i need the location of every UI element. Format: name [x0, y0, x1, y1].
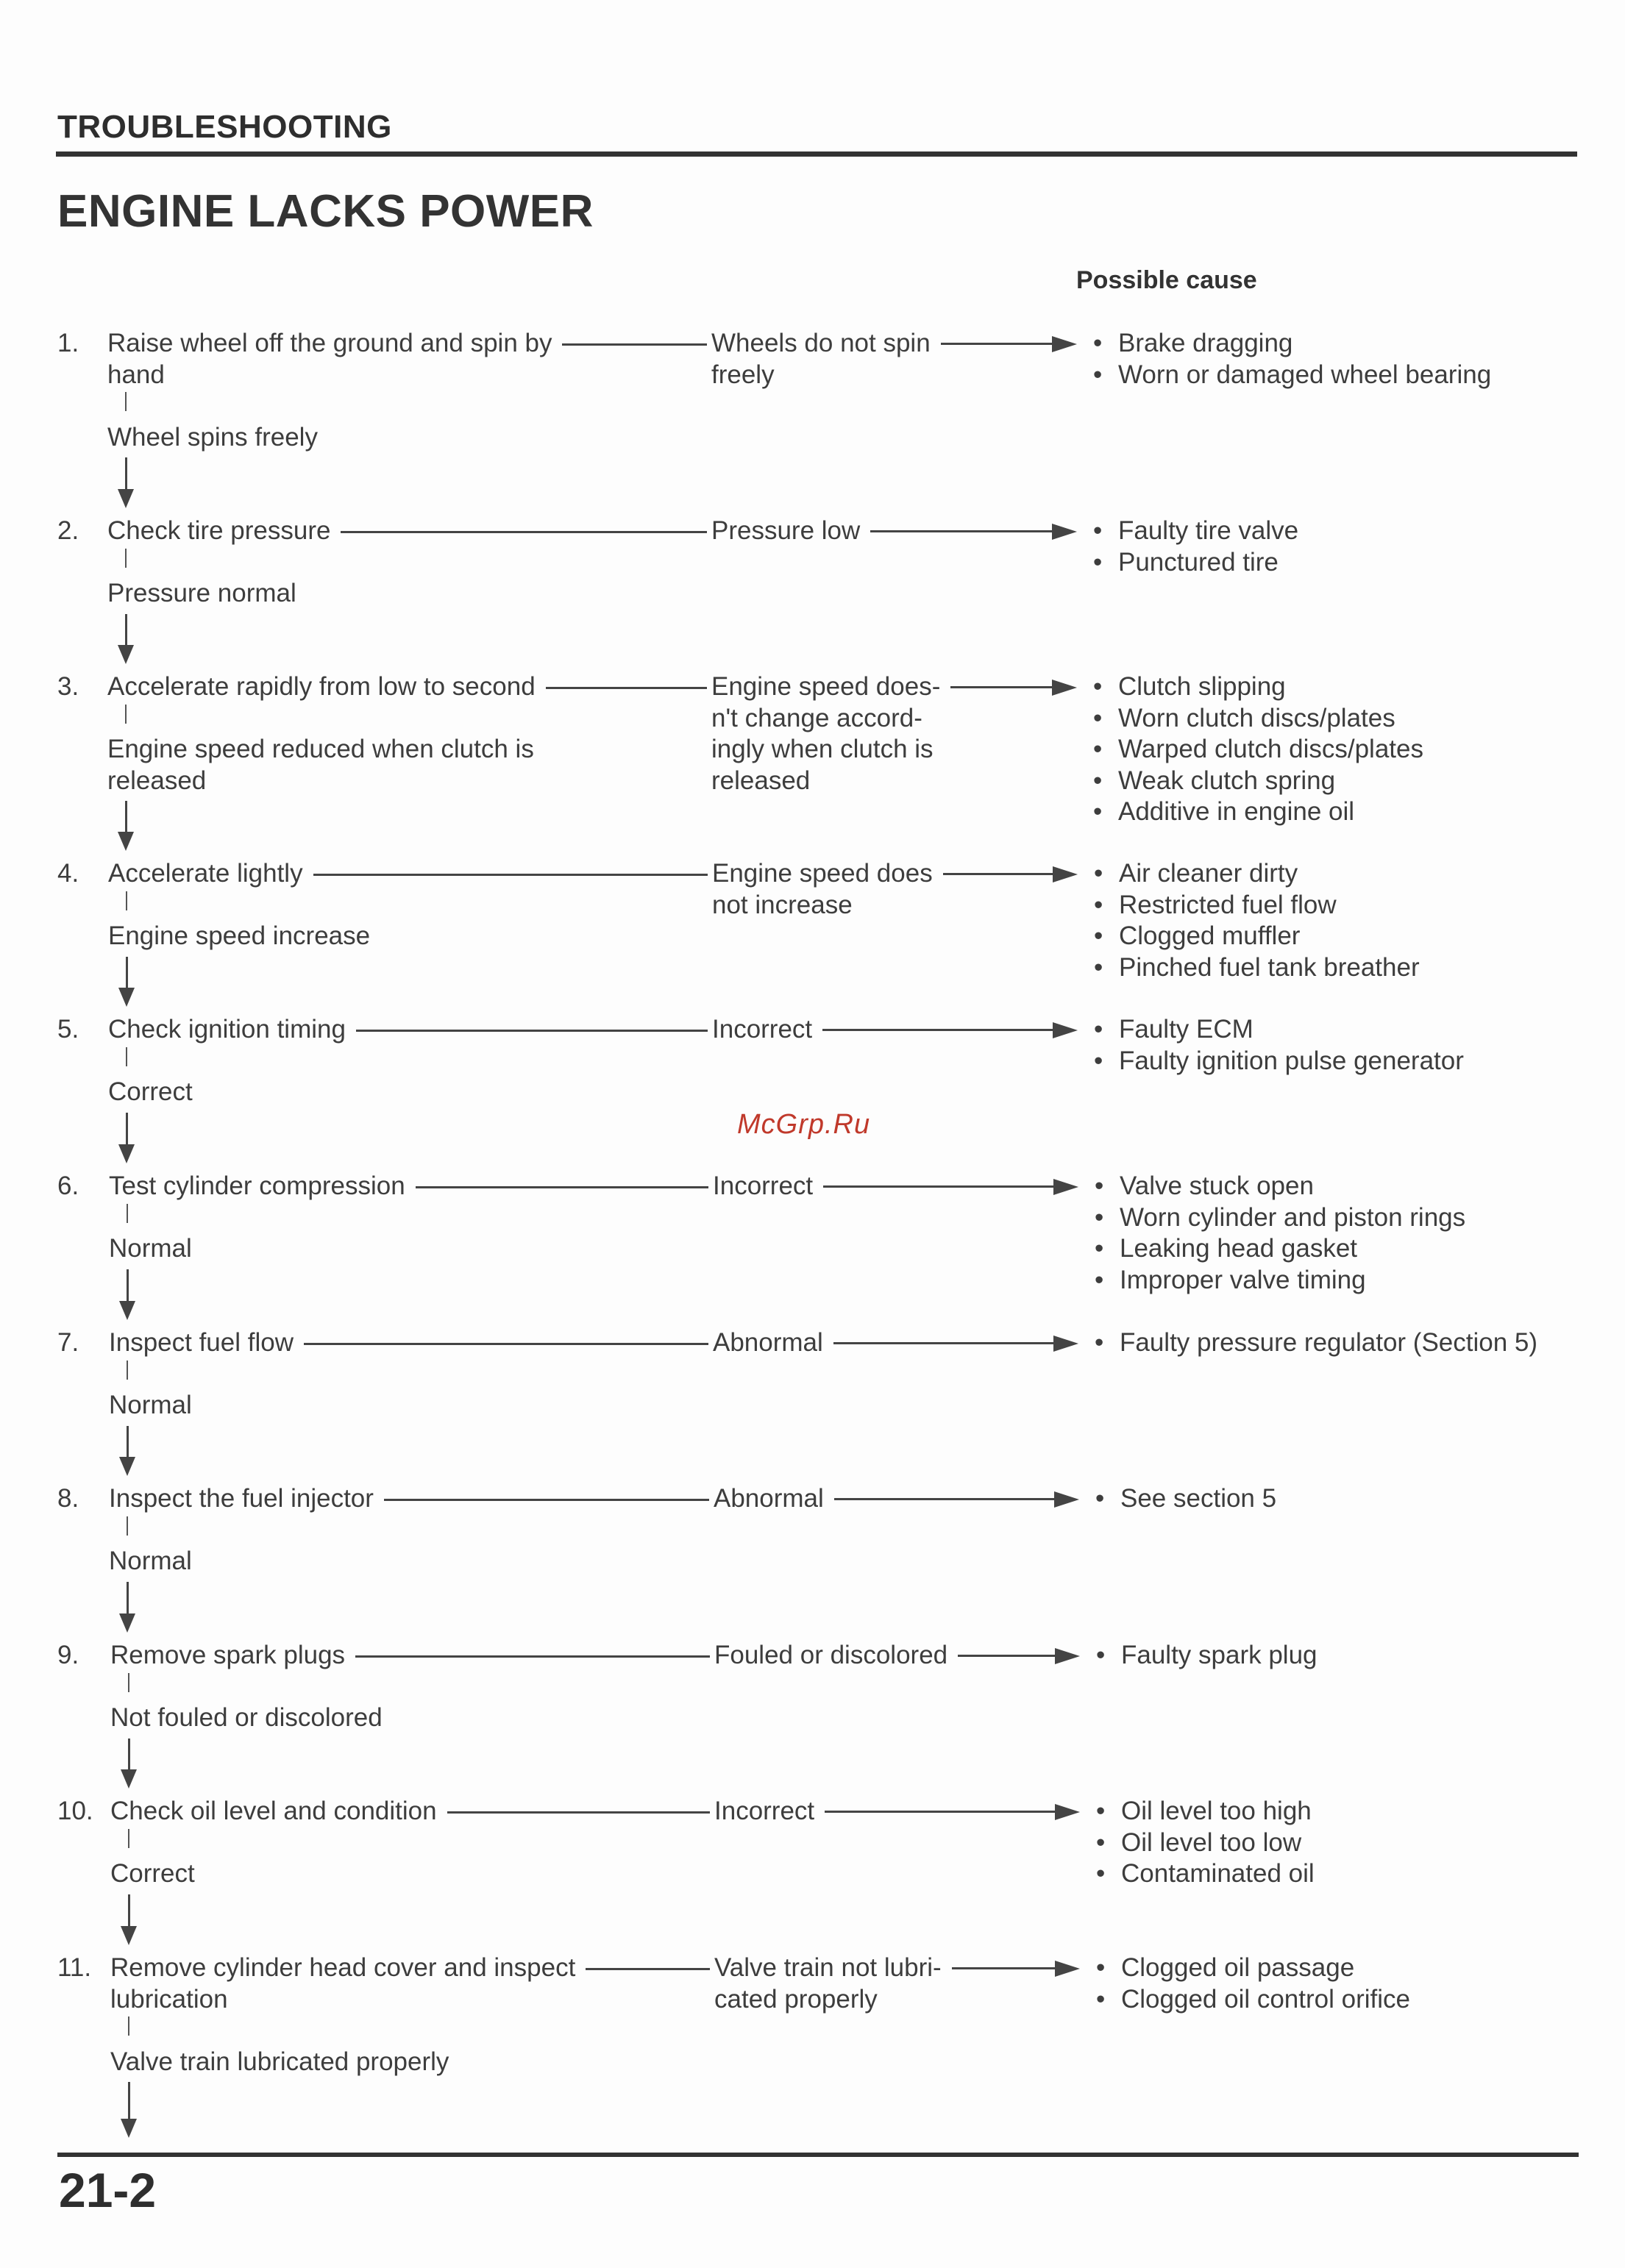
step-action: Accelerate rapidly from low to second: [107, 672, 536, 701]
down-arrow-icon: [120, 1894, 138, 1946]
watermark: McGrp.Ru: [737, 1109, 871, 1140]
bullet-icon: •: [1094, 1015, 1103, 1044]
right-arrow-icon: [941, 336, 1077, 352]
right-arrow-icon: [833, 1336, 1078, 1352]
cause-text: Faulty ignition pulse generator: [1119, 1046, 1464, 1075]
bullet-icon: •: [1096, 1827, 1106, 1857]
right-arrow-icon: [834, 1491, 1079, 1508]
action-connector-line: [304, 1343, 708, 1345]
step-action: Check oil level and condition: [110, 1797, 437, 1825]
bullet-icon: •: [1096, 1641, 1106, 1669]
ok-result: Engine speed increase: [108, 921, 371, 950]
step-number: 10.: [57, 1797, 93, 1825]
bullet-icon: •: [1095, 1265, 1104, 1294]
possible-causes-list: [1091, 858, 1420, 983]
step-action: Test cylinder compression: [109, 1172, 405, 1200]
down-arrow-icon: [118, 1113, 135, 1164]
bullet-icon: •: [1093, 547, 1103, 577]
step-action: Check ignition timing: [108, 1015, 346, 1044]
cause-text: Faulty spark plug: [1121, 1641, 1318, 1669]
page-title: ENGINE LACKS POWER: [57, 186, 594, 237]
bullet-icon: •: [1095, 1328, 1104, 1357]
step-number: 4.: [57, 859, 79, 888]
bullet-icon: •: [1093, 329, 1103, 357]
flow-tick: [125, 549, 127, 568]
step-action: Remove spark plugs: [110, 1641, 346, 1669]
cause-item: [1091, 858, 1420, 890]
step-action: hand: [107, 360, 165, 389]
cause-text: Contaminated oil: [1121, 1859, 1315, 1888]
flow-tick: [127, 1204, 128, 1223]
cause-item: [1092, 1171, 1465, 1202]
cause-text: Valve stuck open: [1120, 1172, 1314, 1200]
possible-cause-heading: Possible cause: [1076, 266, 1257, 294]
ok-result: Engine speed reduced when clutch is: [107, 735, 534, 763]
cause-item: [1093, 1640, 1318, 1672]
down-arrow-icon: [117, 457, 135, 508]
cause-text: Improper valve timing: [1120, 1265, 1366, 1294]
cause-text: Punctured tire: [1118, 547, 1279, 577]
cause-item: [1093, 1984, 1410, 2016]
cause-text: Leaking head gasket: [1120, 1234, 1358, 1263]
down-arrow-icon: [118, 957, 135, 1008]
step-action: Raise wheel off the ground and spin by: [107, 329, 552, 357]
step-number: 1.: [57, 329, 79, 357]
fail-result: Incorrect: [713, 1172, 814, 1200]
step-number: 2.: [57, 516, 79, 545]
ok-result: released: [107, 766, 207, 795]
cause-item: [1092, 1327, 1537, 1359]
possible-causes-list: [1093, 1796, 1315, 1890]
cause-item: [1091, 890, 1420, 921]
action-connector-line: [562, 343, 707, 346]
fail-result: Fouled or discolored: [714, 1641, 948, 1669]
down-arrow-icon: [117, 614, 135, 665]
action-connector-line: [546, 687, 707, 689]
cause-item: [1090, 671, 1423, 703]
ok-result: Normal: [109, 1391, 192, 1419]
bullet-icon: •: [1094, 859, 1103, 888]
cause-text: Clogged oil control orifice: [1121, 1984, 1410, 2014]
right-arrow-icon: [952, 1961, 1080, 1977]
flow-tick: [128, 2016, 129, 2036]
bullet-icon: •: [1094, 952, 1103, 982]
fail-result: Abnormal: [713, 1328, 823, 1357]
cause-item: [1090, 547, 1298, 579]
cause-text: Restricted fuel flow: [1119, 890, 1337, 919]
ok-result: Valve train lubricated properly: [110, 2047, 449, 2076]
bullet-icon: •: [1093, 766, 1103, 795]
right-arrow-icon: [823, 1179, 1078, 1195]
cause-item: [1092, 1483, 1276, 1515]
cause-text: Brake dragging: [1118, 329, 1293, 357]
cause-text: Worn cylinder and piston rings: [1120, 1202, 1466, 1232]
fail-result: n't change accord-: [711, 703, 922, 732]
step-number: 6.: [57, 1172, 79, 1200]
bullet-icon: •: [1093, 735, 1103, 763]
right-arrow-icon: [822, 1022, 1078, 1038]
right-arrow-icon: [950, 680, 1077, 696]
down-arrow-icon: [120, 1739, 138, 1789]
fail-result: Incorrect: [714, 1797, 815, 1825]
page-number: 21-2: [59, 2163, 157, 2217]
possible-causes-list: [1092, 1171, 1465, 1296]
bullet-icon: •: [1093, 797, 1103, 826]
cause-text: Weak clutch spring: [1118, 766, 1336, 795]
right-arrow-icon: [958, 1648, 1080, 1664]
cause-item: [1090, 796, 1423, 828]
bullet-icon: •: [1094, 1046, 1103, 1075]
fail-result: not increase: [712, 890, 853, 919]
bullet-icon: •: [1094, 921, 1103, 950]
fail-result: released: [711, 766, 811, 795]
right-arrow-icon: [870, 524, 1077, 540]
down-arrow-icon: [118, 1582, 136, 1633]
fail-result: Engine speed does: [712, 859, 933, 888]
header-rule: [56, 151, 1577, 157]
right-arrow-icon: [825, 1804, 1080, 1820]
cause-text: Air cleaner dirty: [1119, 859, 1298, 888]
cause-text: Worn clutch discs/plates: [1118, 703, 1395, 732]
cause-item: [1090, 734, 1423, 766]
step-number: 7.: [57, 1328, 79, 1357]
step-number: 11.: [57, 1953, 92, 1982]
step-action: lubrication: [110, 1984, 228, 2014]
step-number: 8.: [57, 1484, 79, 1513]
bullet-icon: •: [1095, 1484, 1105, 1513]
cause-item: [1090, 360, 1491, 391]
possible-causes-list: [1093, 1640, 1318, 1672]
bullet-icon: •: [1095, 1234, 1104, 1263]
action-connector-line: [355, 1655, 710, 1658]
cause-item: [1090, 703, 1423, 735]
ok-result: Not fouled or discolored: [110, 1703, 383, 1732]
cause-item: [1091, 921, 1420, 952]
cause-text: Faulty pressure regulator (Section 5): [1120, 1328, 1538, 1357]
possible-causes-list: [1092, 1327, 1537, 1359]
right-arrow-icon: [943, 866, 1078, 882]
cause-item: [1093, 1827, 1315, 1859]
cause-item: [1091, 952, 1420, 984]
cause-item: [1090, 516, 1298, 547]
possible-causes-list: [1090, 328, 1491, 391]
cause-text: See section 5: [1120, 1484, 1277, 1513]
cause-text: Worn or damaged wheel bearing: [1118, 360, 1492, 389]
flow-tick: [126, 891, 127, 910]
cause-text: Warped clutch discs/plates: [1118, 735, 1423, 763]
cause-item: [1091, 1014, 1464, 1046]
fail-result: Incorrect: [712, 1015, 813, 1044]
bullet-icon: •: [1093, 516, 1103, 545]
cause-text: Clogged oil passage: [1121, 1953, 1355, 1982]
flow-tick: [128, 1829, 129, 1848]
action-connector-line: [384, 1499, 709, 1501]
possible-causes-list: [1091, 1014, 1464, 1077]
cause-item: [1090, 766, 1423, 797]
possible-causes-list: [1092, 1483, 1276, 1515]
ok-result: Pressure normal: [107, 579, 296, 607]
cause-text: Oil level too low: [1121, 1827, 1302, 1857]
bullet-icon: •: [1094, 890, 1103, 919]
bullet-icon: •: [1096, 1797, 1106, 1825]
action-connector-line: [447, 1811, 710, 1814]
bullet-icon: •: [1096, 1953, 1106, 1982]
cause-item: [1092, 1265, 1465, 1297]
down-arrow-icon: [118, 1269, 136, 1321]
fail-result: Valve train not lubri-: [714, 1953, 942, 1982]
down-arrow-icon: [120, 2082, 138, 2138]
bullet-icon: •: [1093, 360, 1103, 389]
possible-causes-list: [1090, 671, 1423, 828]
ok-result: Correct: [108, 1077, 193, 1106]
flow-tick: [125, 705, 127, 724]
bullet-icon: •: [1096, 1984, 1106, 2014]
flow-tick: [126, 1047, 127, 1066]
ok-result: Correct: [110, 1859, 195, 1888]
action-connector-line: [341, 531, 707, 533]
cause-text: Clogged muffler: [1119, 921, 1301, 950]
step-number: 5.: [57, 1015, 79, 1044]
cause-item: [1093, 1796, 1315, 1827]
fail-result: Wheels do not spin: [711, 329, 931, 357]
action-connector-line: [416, 1186, 708, 1188]
cause-item: [1093, 1953, 1410, 1984]
action-connector-line: [356, 1030, 708, 1032]
flow-tick: [128, 1673, 129, 1692]
cause-text: Oil level too high: [1121, 1797, 1312, 1825]
cause-text: Clutch slipping: [1118, 672, 1286, 701]
ok-result: Normal: [109, 1234, 192, 1263]
step-number: 3.: [57, 672, 79, 701]
cause-text: Faulty tire valve: [1118, 516, 1299, 545]
bullet-icon: •: [1096, 1859, 1106, 1888]
flow-tick: [125, 392, 127, 411]
cause-text: Pinched fuel tank breather: [1119, 952, 1420, 982]
flow-tick: [127, 1361, 128, 1380]
step-number: 9.: [57, 1641, 79, 1669]
possible-causes-list: [1093, 1953, 1410, 2015]
cause-text: Faulty ECM: [1119, 1015, 1254, 1044]
section-header: TROUBLESHOOTING: [57, 109, 392, 145]
down-arrow-icon: [118, 1426, 136, 1477]
fail-result: cated properly: [714, 1984, 878, 2014]
fail-result: Abnormal: [714, 1484, 824, 1513]
bullet-icon: •: [1095, 1202, 1104, 1232]
fail-result: freely: [711, 360, 775, 389]
cause-item: [1092, 1233, 1465, 1265]
bullet-icon: •: [1095, 1172, 1104, 1200]
fail-result: ingly when clutch is: [711, 735, 934, 763]
step-action: Inspect the fuel injector: [109, 1484, 374, 1513]
bullet-icon: •: [1093, 672, 1103, 701]
bullet-icon: •: [1093, 703, 1103, 732]
cause-text: Additive in engine oil: [1118, 797, 1355, 826]
step-action: Accelerate lightly: [108, 859, 303, 888]
footer-rule: [57, 2153, 1579, 2157]
action-connector-line: [586, 1968, 710, 1970]
ok-result: Normal: [109, 1547, 192, 1575]
cause-item: [1090, 328, 1491, 360]
fail-result: Pressure low: [711, 516, 861, 545]
step-action: Check tire pressure: [107, 516, 331, 545]
action-connector-line: [313, 874, 708, 876]
down-arrow-icon: [117, 801, 135, 851]
cause-item: [1091, 1046, 1464, 1077]
flow-tick: [127, 1516, 128, 1536]
possible-causes-list: [1090, 516, 1298, 578]
cause-item: [1092, 1202, 1465, 1234]
ok-result: Wheel spins freely: [107, 422, 318, 452]
step-action: Remove cylinder head cover and inspect: [110, 1953, 576, 1982]
cause-item: [1093, 1858, 1315, 1890]
step-action: Inspect fuel flow: [109, 1328, 294, 1357]
fail-result: Engine speed does-: [711, 672, 941, 701]
